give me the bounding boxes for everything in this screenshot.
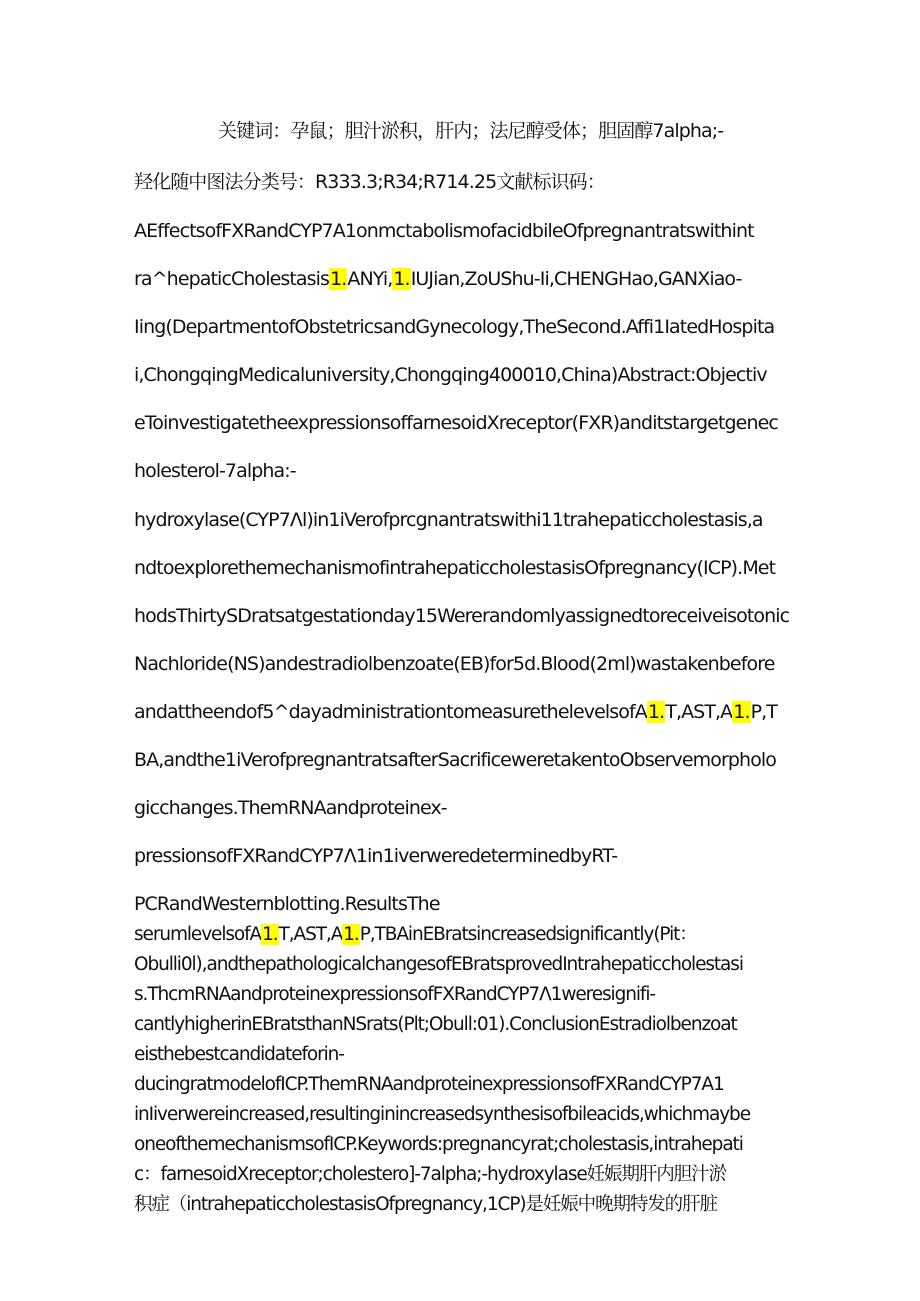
highlight-mark: 1. [393, 268, 410, 290]
text-line-methods: hodsThirtySDratsatgestationday15Wererandomlyassignedtoreceiveisotonic [134, 605, 790, 627]
text-line-keywords-en: oneofthemechanismsofICP.Keywords:pregnancyrat;cholestasis,intrahepati [134, 1134, 743, 1155]
text-line-affiliation-2: i,ChongqingMedicaluniversity,Chongqing400010,China)Abstract:Objectiv [134, 364, 767, 386]
text-line-methods-2: Nachloride(NS)andestradiolbenzoate(EB)for5d.Blood(2ml)wastakenbefore [134, 653, 775, 675]
text-line-results: PCRandWesternblotting.ResultsThe [134, 893, 440, 915]
text-line-methods-3: andattheendof5^dayadministrationtomeasurethelevelsofA1.T,AST,A1.P,T [134, 701, 778, 723]
text-line-intro-cn: 积症（intrahepaticcholestasisOfpregnancy,1CP)是妊娠中晚期特发的肝脏 [134, 1194, 717, 1215]
highlight-mark: 1. [330, 268, 347, 290]
text-line-conclusion-3: inIiverwereincreased,resultingin​increasedsynthesisofbileacids,whichmaybe [134, 1104, 750, 1125]
highlight-mark: 1. [343, 924, 359, 945]
text-line-methods-4: BA,andthe1iVerofpregnantratsafterSacrificeweretakentoObservemorpholo [134, 749, 777, 771]
text-line-keywords-cn: 关键词：孕鼠；胆汁淤积，肝内；法尼醇受体；胆固醇7alpha;- [218, 120, 724, 142]
highlight-mark: 1. [647, 701, 665, 723]
text-line-authors: ra^hepaticCholestasis1.ANYi,1.IUJian,ZoUShu-Ii,CHENGHao,GANXiao- [134, 268, 742, 290]
text-line-keywords-en-2: c：farnesoidXreceptor;cholestero]-7alpha;-hydroxylase妊娠期肝内胆汁淤 [134, 1164, 726, 1185]
text-line-conclusion-2: ducingratmodelofICP.ThemRNAandproteinexpressionsofFXRandCYP7A1 [134, 1074, 724, 1095]
text-line-objective-2: holesterol-7alpha:- [134, 460, 296, 482]
text-line-conclusion: eisthebestcandidateforin- [134, 1044, 344, 1065]
text-line-title-en: AEffectsofFXRandCYP7A1onmctabolismofacidbileOfpregnantratswithint [134, 220, 754, 242]
text-line-results-5: cantlyhigherinEBratsthanNSrats(Plt;Obull:01).ConclusionEstradiolbenzoat [134, 1014, 737, 1035]
text-line-objective: eToinvestigatetheexpressionsoffarnesoidXreceptor(FXR)anditstargetgenec [134, 412, 778, 434]
highlight-mark: 1. [733, 701, 750, 723]
text-line-results-4: s.ThcmRNAandproteinexpressionsofFXRandCYP7Λ1weresignifi- [134, 984, 655, 1005]
text-line-methods-5: gicchanges.ThemRNAandproteinex- [134, 797, 447, 819]
text-line-affiliation: Iing(DepartmentofObstetricsandGynecology,TheSecond.Affi1IatedHospita [134, 316, 775, 338]
highlight-mark: 1. [262, 924, 278, 945]
text-line-classification: 羟化随中图法分类号：R333.3;R34;R714.25文献标识码： [134, 171, 605, 193]
text-line-results-3: Obulli0l),andthepathologicalchangesofEBratsprovedIntrahepaticcholestasi [134, 954, 743, 975]
text-line-objective-3: hydroxylase(CYP7Λl)in1iVerofprcgnantratswithi11trahepaticcholestasis,a [134, 509, 763, 531]
text-line-objective-4: ndtoexplorethemechanismofintrahepaticcholestasisOfpregnancy(ICP).Met [134, 557, 776, 579]
text-line-results-2: serumlevelsofA1.T,AST,A1.P,TBAinEBratsincreasedsignificantly(Pit： [134, 924, 697, 945]
text-line-methods-6: pressionsofFXRandCYP7Λ1in1iverweredeterminedbyRT- [134, 845, 618, 867]
